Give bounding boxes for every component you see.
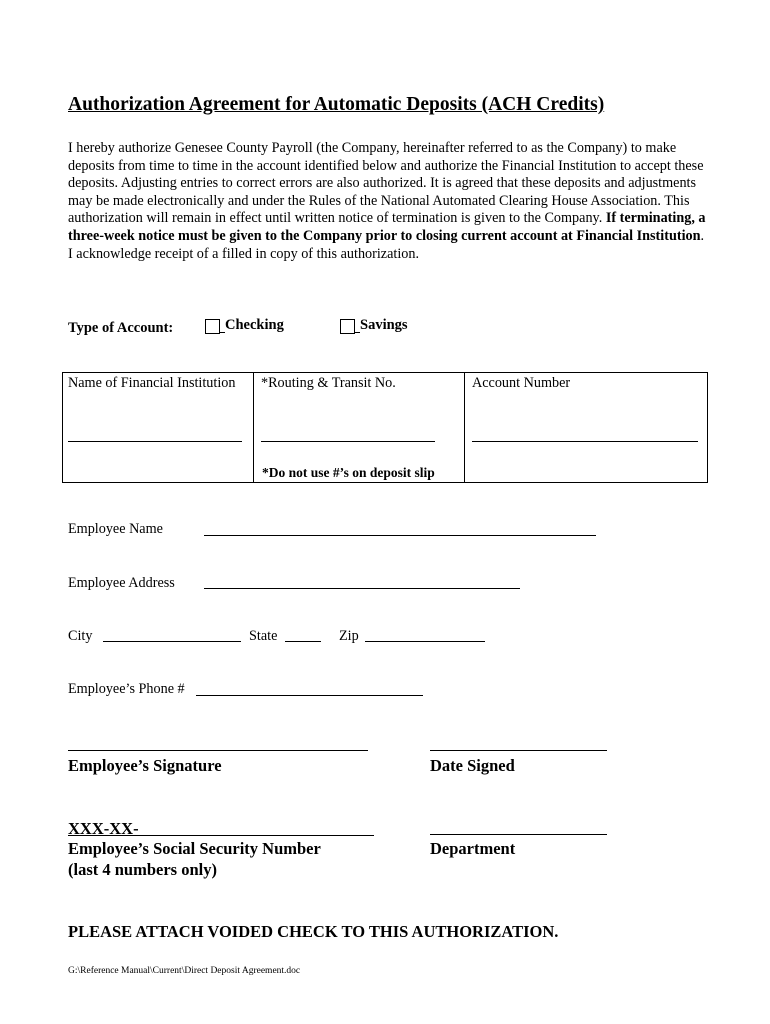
employee-signature-label: Employee’s Signature: [68, 756, 222, 775]
savings-label: Savings: [360, 317, 408, 333]
department-label: Department: [430, 839, 516, 858]
routing-number-header: *Routing & Transit No.: [261, 375, 396, 391]
date-signed-field[interactable]: [430, 750, 607, 751]
savings-checkbox[interactable]: [340, 319, 355, 334]
checking-checkbox[interactable]: [205, 319, 220, 334]
phone-field[interactable]: [196, 695, 423, 696]
city-label: City: [68, 628, 93, 644]
zip-field[interactable]: [365, 641, 485, 642]
table-divider-1: [253, 373, 254, 482]
phone-label: Employee’s Phone #: [68, 681, 185, 697]
savings-option[interactable]: [340, 317, 408, 334]
city-field[interactable]: [103, 641, 241, 642]
document-title: Authorization Agreement for Automatic Deposits (ACH Credits): [68, 94, 605, 115]
table-divider-2: [464, 373, 465, 482]
paragraph-text-2: . I acknowledge receipt of a filled in copy of this authorization.: [68, 227, 705, 262]
checking-option[interactable]: [205, 317, 284, 334]
ssn-prefix: XXX-XX-: [68, 819, 139, 838]
department-field[interactable]: [430, 834, 607, 835]
routing-note: *Do not use #’s on deposit slip: [262, 465, 435, 480]
routing-number-field[interactable]: [261, 441, 435, 442]
account-type-label: Type of Account:: [68, 320, 174, 336]
institution-name-header: Name of Financial Institution: [68, 375, 236, 391]
attach-check-notice: PLEASE ATTACH VOIDED CHECK TO THIS AUTHORIZATION.: [68, 922, 559, 941]
ssn-note: (last 4 numbers only): [68, 860, 217, 879]
ssn-label: Employee’s Social Security Number: [68, 839, 321, 858]
state-label: State: [249, 628, 278, 644]
employee-name-label: Employee Name: [68, 521, 163, 537]
employee-address-field[interactable]: [204, 588, 520, 589]
footer-file-path: G:\Reference Manual\Current\Direct Deposit Agreement.doc: [68, 966, 301, 976]
employee-name-field[interactable]: [204, 535, 596, 536]
account-number-header: Account Number: [472, 375, 571, 391]
employee-signature-field[interactable]: [68, 750, 368, 751]
account-number-field[interactable]: [472, 441, 698, 442]
zip-label: Zip: [339, 628, 359, 644]
state-field[interactable]: [285, 641, 321, 642]
employee-address-label: Employee Address: [68, 575, 175, 591]
date-signed-label: Date Signed: [430, 756, 515, 775]
paragraph-text-1: I hereby authorize Genesee County Payroll (the Company, hereinafter referred to as the Company) to make deposits from time to time in the account identified below and authorize the Financial Institution to accept these deposits. Adjusting entries to correct errors are also authorized. It is agreed that these deposits and adjustments may be made electronically and under the Rules of the National Automated Clearing House Association. This authorization will remain in effect until written notice of termination is given to the Company.: [68, 140, 704, 227]
ssn-last4-field[interactable]: [68, 835, 374, 836]
bank-info-table: [62, 372, 708, 483]
institution-name-field[interactable]: [68, 441, 242, 442]
checking-label: Checking: [225, 317, 284, 333]
authorization-paragraph: [68, 140, 708, 263]
paragraph-termination-notice: If terminating, a three-week notice must be given to the Company prior to closing current account at Financial Institution: [68, 210, 706, 244]
